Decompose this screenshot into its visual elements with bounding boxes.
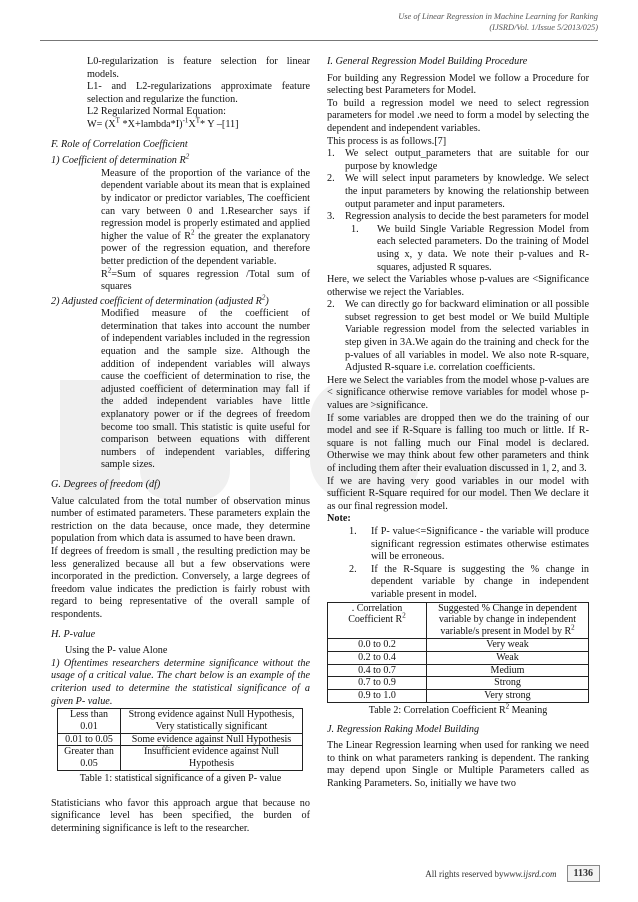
page-footer: [425, 865, 600, 882]
list-number: 2.: [327, 173, 335, 185]
header-rule: [40, 40, 598, 41]
table-cell: Insufficient evidence against Null Hypothesis: [121, 746, 303, 771]
paragraph: If some variables are dropped then we do the training of our model and see if R-Square is falling too much or little. If R-square is not falling much our Final model is declared. Otherwise we may think about few other parameters and think of including them after their evaluation discussed in 1, 2, and 3.: [327, 412, 589, 474]
list-text: We will select input parameters by knowledge. We select the input parameters by knowing the relationship between output parameter and input parameters.: [345, 173, 589, 210]
table-cell: 0.2 to 0.4: [328, 651, 427, 664]
running-header: [398, 12, 598, 33]
paragraph: For building any Regression Model we follow a Procedure for selecting best Parameters for Model.: [327, 72, 589, 97]
list-item: [327, 299, 589, 375]
list-text: We build Single Variable Regression Model from each selected parameters. Do the training of Model using x, y data. We note their p-values and R-squares, adjusted R squares.: [377, 223, 589, 273]
paragraph: Measure of the proportion of the variance of the dependent variable about its mean that is explained by indicator or predictor variables, The coefficient can vary between 0 and 1.Researcher says if regression model is properly estimated and applied higher the value of $R^2$ the greater the explanatory power of the regression equation, and therefore better prediction of the dependent variable.: [101, 167, 310, 267]
paragraph: Value calculated from the total number of observation minus number of estimated parameters. These parameters explain the restriction on the data because, once made, they determine population from which data is assumed to have been drawn.: [51, 495, 310, 545]
table-cell: Medium: [427, 664, 589, 677]
section-heading-j: J. Regression Raking Model Building: [327, 723, 480, 735]
header-title: Use of Linear Regression in Machine Learning for Ranking: [398, 12, 598, 21]
table-header-cell: Suggested % Change in dependent variable by change in independent variable/s present in Model by $R^2$: [427, 602, 589, 638]
table-cell: 0.4 to 0.7: [328, 664, 427, 677]
table-caption: Table 1: statistical significance of a given P- value: [79, 773, 282, 785]
footer-link[interactable]: www.ijsrd.com: [503, 868, 557, 879]
paragraph: Statisticians who favor this approach argue that because no significance level has been specified, the burden of determining significance is left to the researcher.: [51, 797, 310, 834]
paragraph: 1) Oftentimes researchers determine significance without the usage of a critical value. The chart below is an example of the criterion used to determine the statistical significance of a given P- value.: [51, 657, 310, 707]
list-number: 1.: [351, 223, 359, 235]
paragraph: Using the P- value Alone: [65, 645, 168, 657]
paragraph: The Linear Regression learning when used for ranking we need to think on what parameters ranking is dependent. The ranking may depend upon Single or Multiple Parameters called as Ranking Parameters. So, initially we have two: [327, 740, 589, 789]
equation: $W= (X^T$ $*X+lambda*I)^{-1}X^T*$ Y –[11]: [87, 116, 239, 130]
table-row: [328, 690, 589, 703]
table-cell: Greater than 0.05: [58, 746, 121, 771]
table-cell: Less than 0.01: [58, 709, 121, 734]
table-row: [58, 709, 303, 734]
table-cell: 0.0 to 0.2: [328, 638, 427, 651]
paragraph: This process is as follows.[7]: [327, 135, 447, 147]
table-cell: Strong: [427, 677, 589, 690]
paragraph: If degrees of freedom is small , the resulting prediction may be less generalized because all but a few observations were incorporated in the prediction. Conversely, a large degrees of freedom value indicates the prediction is fairly robust with regard to being representative of the overall sample of respondents.: [51, 545, 310, 620]
table-row: [328, 638, 589, 651]
paragraph: If we are having very good variables in our model with sufficient R-Square required for our model. Then We declare it as our final regression model.: [327, 475, 589, 512]
note-label: Note:: [327, 513, 351, 525]
right-column: [327, 56, 589, 790]
table-cell: 0.7 to 0.9: [328, 677, 427, 690]
list-item: [327, 148, 589, 173]
list-number: 1.: [349, 525, 357, 537]
p-value-table: [57, 708, 303, 771]
list-item: [327, 211, 589, 224]
list-text: We select output_parameters that are suitable for our purpose by knowledge: [345, 148, 589, 172]
section-heading-f: F. Role of Correlation Coefficient: [51, 138, 188, 150]
table-row: [328, 651, 589, 664]
paragraph: L2 Regularized Normal Equation:: [87, 106, 226, 118]
list-text: Regression analysis to decide the best parameters for model: [345, 211, 589, 223]
left-column: [51, 56, 310, 835]
paragraph: Here, we select the Variables whose p-values are <Significance otherwise we reject the Variables.: [327, 274, 589, 298]
list-number: 2.: [349, 563, 357, 575]
list-number: 2.: [327, 299, 335, 311]
subsection-heading: 1) Coefficient of determination $R^2$: [51, 152, 190, 167]
table-cell: Some evidence against Null Hypothesis: [121, 733, 303, 746]
table-caption: Table 2: Correlation Coefficient $R^2$ Meaning: [368, 702, 548, 716]
paragraph: Modified measure of the coefficient of determination that takes into account the number of independent variables included in the regression equation and the sample size. Although the addition of independent variables will always cause the coefficient of determination to rise, the adjusted coefficient of determination may fall if the added independent variables have little explanatory power or if the degrees of freedom become too small. This statistic is quite useful for comparison between equations with different numbers of independent variables, differing sample sizes.: [101, 308, 310, 471]
note-item: [327, 526, 589, 564]
note-item: [327, 564, 589, 602]
list-text: If P- value<=Significance - the variable will produce significant regression estimates otherwise estimates will be erroneous.: [371, 525, 589, 563]
table-cell: 0.9 to 1.0: [328, 690, 427, 703]
table-row: [58, 746, 303, 771]
paragraph: L1- and L2-regularizations approximate feature selection and regularize the function.: [87, 81, 310, 105]
section-heading-h: H. P-value: [51, 628, 96, 640]
header-volume: (IJSRD/Vol. 1/Issue 5/2013/025): [489, 22, 598, 32]
list-item: [327, 173, 589, 211]
footer-text: All rights reserved by: [425, 868, 504, 879]
table-cell: Very weak: [427, 638, 589, 651]
table-row: [328, 664, 589, 677]
list-number: 1.: [327, 148, 335, 160]
subsection-heading: 2) Adjusted coefficient of determination (adjusted $R^2$): [51, 293, 269, 307]
section-heading-g: G. Degrees of freedom (df): [51, 479, 161, 490]
table-row: [328, 677, 589, 690]
table-row: [58, 733, 303, 746]
paragraph: $R^2=Sum$ of squares regression /Total sum of squares: [101, 266, 310, 293]
page-number: 1136: [567, 865, 600, 882]
table-cell: 0.01 to 0.05: [58, 733, 121, 746]
table-cell: Strong evidence against Null Hypothesis, Very statistically significant: [121, 709, 303, 734]
paragraph: L0-regularization is feature selection for linear models.: [87, 56, 310, 80]
list-number: 3.: [327, 211, 335, 223]
list-item: [327, 224, 589, 274]
paragraph: To build a regression model we need to select regression parameters for model .we need to form a model by selecting the dependent and independent variables.: [327, 97, 589, 134]
paragraph: Here we Select the variables from the model whose p-values are < significance otherwise remove variables for model whose p-values are >significance.: [327, 374, 589, 412]
correlation-table: [327, 602, 589, 703]
table-header-cell: . Correlation Coefficient $R^2$: [328, 602, 427, 638]
list-text: If the R-Square is suggesting the % change in dependent variable by change in independent variable present in model.: [371, 563, 589, 600]
section-heading-i: I. General Regression Model Building Procedure: [327, 56, 528, 67]
table-cell: Weak: [427, 651, 589, 664]
table-cell: Very strong: [427, 690, 589, 703]
list-text: We can directly go for backward elimination or all possible subset regression to get best model or We build Multiple Variable regression model from the selected variables in step given in 3A.We again do the training and check for the p-values of all variables in model. We also note R-square, Adjusted R-square i.e. correlation coefficients.: [345, 299, 589, 374]
